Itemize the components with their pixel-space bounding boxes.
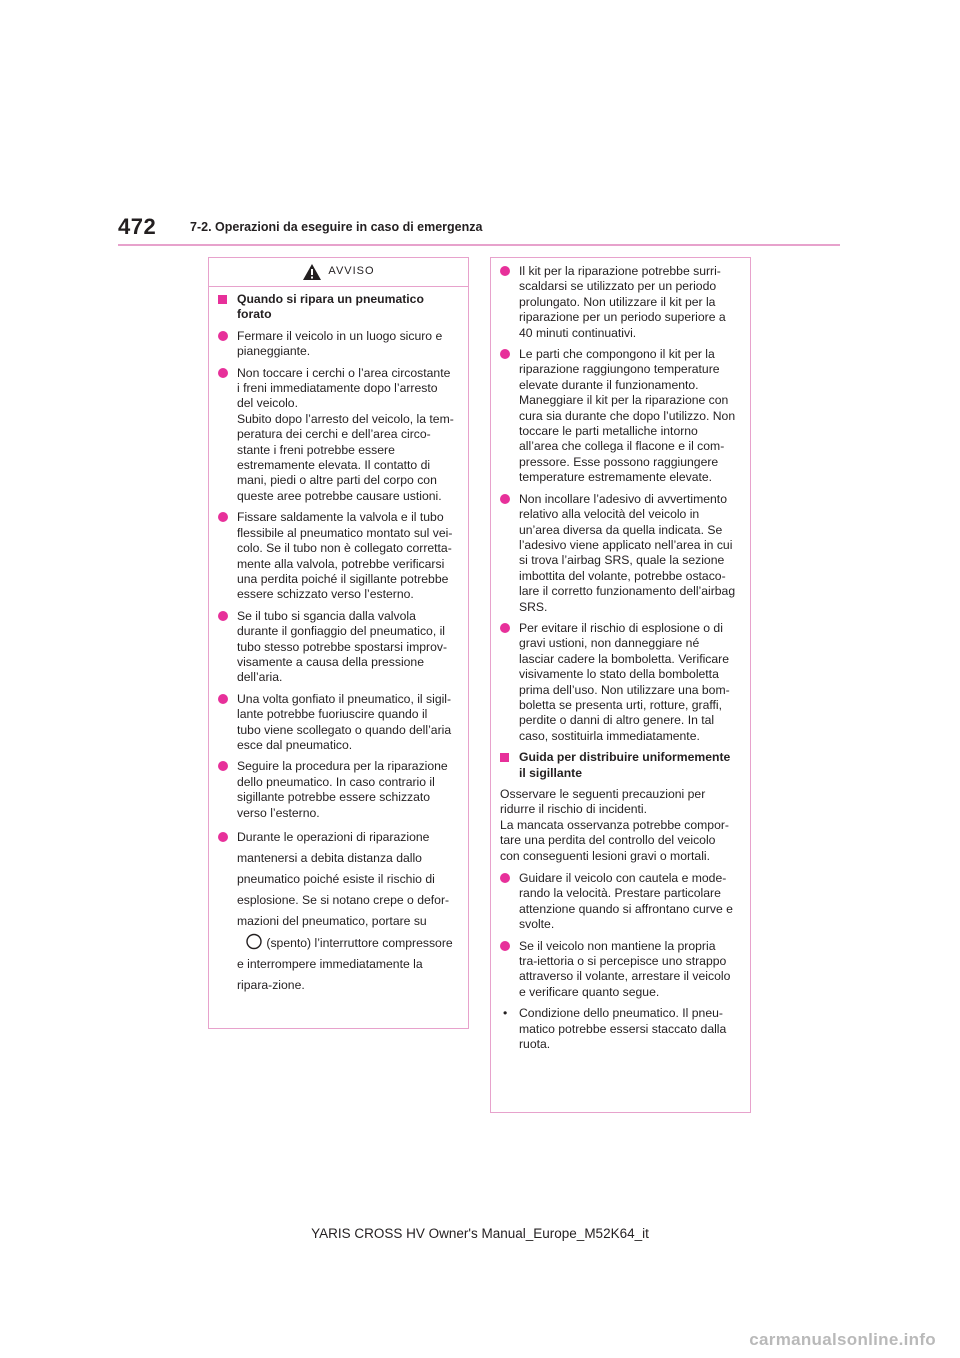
- list-item: Le parti che compongono il kit per la riparazione raggiungono temperature elevate durante il funzionamento. Maneggiare il kit per la riparazione con cura sia durante che dopo l’utilizzo. Non toccare le parti metalliche intorno all’area che collega il flacone e il com-pressore. Esse possono raggiungere temperature estremamente elevate.: [500, 347, 736, 486]
- square-bullet-icon: [218, 295, 227, 304]
- bullet-dot-icon: [218, 832, 228, 842]
- list-item: Se il tubo si sgancia dalla valvola durante il gonfiaggio del pneumatico, il tubo stesso potrebbe spostarsi improv-visamente a causa della pressione dell’aria.: [218, 609, 454, 686]
- list-item: Una volta gonfiato il pneumatico, il sigil-lante potrebbe fuoriuscire quando il tubo viene scollegato o quando dell’aria esce dal pneumatico.: [218, 692, 454, 754]
- section-heading: Quando si ripara un pneumatico forato: [218, 292, 454, 323]
- list-item: Non toccare i cerchi o l’area circostante i freni immediatamente dopo l’arresto del veicolo. Subito dopo l’arresto del veicolo, la tem-peratura dei cerchi e dell’area circo-stante i freni potrebbe essere estremamente elevata. Il contatto di mani, piedi o altre parti del corpo con queste aree potrebbe causare ustioni.: [218, 366, 454, 505]
- header-divider: [118, 244, 840, 246]
- list-item: Durante le operazioni di riparazione mantenersi a debita distanza dallo pneumatico poiché esiste il rischio di esplosione. Se si notano crepe o defor-mazioni del pneumatico, portare su (spento) l’interruttore compressore e interrompere immediatamente la ripara-zione.: [218, 827, 454, 996]
- list-item: Il kit per la riparazione potrebbe surri-scaldarsi se utilizzato per un periodo prolungato. Non utilizzare il kit per la riparazione per un periodo superiore a 40 minuti continuativi.: [500, 264, 736, 341]
- list-item: Fissare saldamente la valvola e il tubo flessibile al pneumatico montato sul vei-colo. Se il tubo non è collegato corretta-mente alla valvola, potrebbe verificarsi una perdita poiché il sigillante potrebbe essere schizzato verso l’esterno.: [218, 510, 454, 602]
- page-number: 472: [118, 214, 157, 239]
- bullet-dot-icon: [218, 761, 228, 771]
- watermark: carmanualsonline.info: [749, 1330, 936, 1349]
- square-bullet-icon: [500, 753, 509, 762]
- warning-label: AVVISO: [328, 265, 375, 278]
- list-item: Seguire la procedura per la riparazione dello pneumatico. In caso contrario il sigillante potrebbe essere schizzato verso l’esterno.: [218, 759, 454, 821]
- bullet-dot-icon: [500, 941, 510, 951]
- bullet-dot-icon: [218, 611, 228, 621]
- list-item: Non incollare l’adesivo di avvertimento relativo alla velocità del veicolo in un’area diversa da quella indicata. Se l’adesivo viene applicato nell’area in cui si trova l’airbag SRS, quale la sezione imbottita del volante, potrebbe ostaco-lare il corretto funzionamento dell’airbag SRS.: [500, 492, 736, 615]
- footer-text: YARIS CROSS HV Owner's Manual_Europe_M52K64_it: [311, 1226, 649, 1241]
- list-item: Per evitare il rischio di esplosione o di gravi ustioni, non danneggiare né lasciar cadere la bomboletta. Verificare visivamente lo stato della bomboletta prima dell’uso. Non utilizzare una bom-boletta se presenta urti, rotture, graffi, perdite o danni di altro genere. In tal caso, sostituirla immediatamente.: [500, 621, 736, 744]
- warning-box-left: [208, 257, 469, 1029]
- power-off-icon: [245, 932, 263, 950]
- paragraph: Osservare le seguenti precauzioni per ridurre il rischio di incidenti. La mancata osservanza potrebbe compor-tare una perdita del controllo del veicolo con conseguenti lesioni gravi o mortali.: [500, 787, 729, 863]
- section-title: 7-2. Operazioni da eseguire in caso di emergenza: [190, 220, 483, 234]
- bullet-dot-icon: [218, 368, 228, 378]
- warning-header: [209, 258, 468, 287]
- list-item: Se il veicolo non mantiene la propria tra-iettoria o si percepisce uno strappo attraverso il volante, arrestare il veicolo e verificare quanto segue.: [500, 939, 736, 1001]
- bullet-dot-icon: [500, 266, 510, 276]
- list-item: Guidare il veicolo con cautela e mode-rando la velocità. Prestare particolare attenzione quando si affrontano curve e svolte.: [500, 871, 736, 933]
- bullet-dot-icon: [218, 512, 228, 522]
- bullet-dot-icon: [500, 873, 510, 883]
- bullet-dot-icon: [218, 694, 228, 704]
- warning-triangle-icon: [302, 263, 322, 281]
- section-heading: Guida per distribuire uniformemente il sigillante: [500, 750, 736, 781]
- bullet-dot-icon: [218, 331, 228, 341]
- bullet-dot-icon: [500, 494, 510, 504]
- warning-box-right: [490, 257, 751, 1113]
- list-item: Fermare il veicolo in un luogo sicuro e pianeggiante.: [218, 329, 454, 360]
- sub-bullet-item: • Condizione dello pneumatico. Il pneu-matico potrebbe essersi staccato dalla ruota.: [503, 1006, 727, 1052]
- bullet-dot-icon: [500, 623, 510, 633]
- bullet-dot-icon: [500, 349, 510, 359]
